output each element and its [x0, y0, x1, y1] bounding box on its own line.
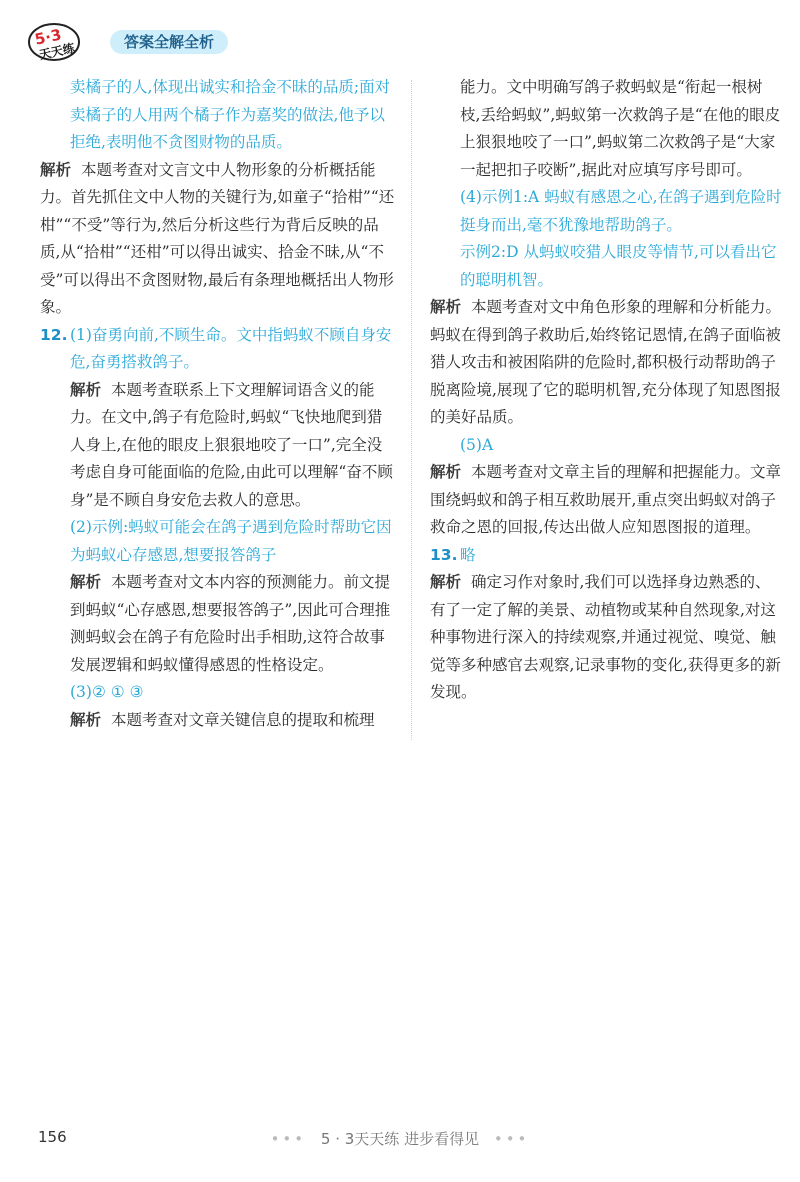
analysis-13: [430, 569, 782, 707]
analysis-label: 解析: [430, 573, 462, 591]
svg-text:5·3: 5·3: [33, 25, 64, 49]
page-header: [28, 22, 328, 62]
analysis-label: 解析: [430, 463, 462, 481]
analysis-12-2: [40, 569, 396, 679]
answer-12-4-example-2: 示例2:D 从蚂蚁咬猎人眼皮等情节,可以看出它的聪明机智。: [460, 243, 777, 289]
answer-12-2: (2)示例:蚂蚁可能会在鸽子遇到危险时帮助它因为蚂蚁心存感恩,想要报答鸽子: [70, 518, 392, 564]
answer-11-continuation: 卖橘子的人,体现出诚实和拾金不昧的品质;面对卖橘子的人用两个橘子作为嘉奖的做法,他予以拒绝,表明他不贪图财物的品质。: [70, 78, 391, 151]
slogan-text: 5 · 3天天练 进步看得见: [320, 1130, 480, 1148]
answer-12-5: (5)A: [460, 435, 494, 454]
analysis-12-3: [40, 707, 396, 735]
footer-dots-right: •••: [493, 1130, 530, 1148]
answer-text: (1)奋勇向前,不顾生命。文中指蚂蚁不顾自身安危,奋勇搭救鸽子。: [70, 325, 392, 371]
analysis-label: 解析: [40, 160, 72, 179]
analysis-text: 确定习作对象时,我们可以选择身边熟悉的、有了一定了解的美景、动植物或某种自然现象,对这种事物进行深入的持续观察,并通过视觉、嗅觉、触觉等多种感官去观察,记录事物的变化,获得更多的新发现。: [430, 573, 781, 701]
analysis-label: 解析: [430, 298, 462, 316]
analysis-label: 解析: [70, 380, 102, 399]
svg-text:天天练: 天天练: [37, 40, 77, 62]
analysis-label: 解析: [70, 710, 102, 729]
section-title-badge: 答案全解全析: [110, 30, 228, 54]
answer-13: [430, 542, 782, 570]
footer-slogan: [0, 1128, 800, 1149]
column-divider: [411, 80, 412, 740]
question-number-12: 12.: [40, 325, 68, 344]
analysis-text: 本题考查联系上下文理解词语含义的能力。在文中,鸽子有危险时,蚂蚁“飞快地爬到猎人身上,在他的眼皮上狠狠地咬了一口”,完全没考虑自身可能面临的危险,由此可以理解“奋不顾身”是不顾自身安危去救人的意思。: [70, 380, 393, 509]
analysis-text: 本题考查对文章主旨的理解和把握能力。文章围绕蚂蚁和鸽子相互救助展开,重点突出蚂蚁对鸽子救命之恩的回报,传达出做人应知恩图报的道理。: [430, 463, 782, 536]
page-number: 156: [38, 1128, 67, 1146]
answer-12-4-example-1: (4)示例1:A 蚂蚁有感恩之心,在鸽子遇到危险时挺身而出,毫不犹豫地帮助鸽子。: [460, 188, 782, 234]
answer-12-1: [40, 322, 396, 377]
analysis-12-4: [430, 294, 782, 432]
left-column: [40, 74, 396, 734]
analysis-12-5: [430, 459, 782, 542]
question-number-13: 13.: [430, 545, 458, 564]
analysis-12-3-continuation: 能力。文中明确写鸽子救蚂蚁是“衔起一根树枝,丢给蚂蚁”,蚂蚁第一次救鸽子是“在他的眼皮上狠狠地咬了一口”,蚂蚁第二次救鸽子是“大家一起把扣子咬断”,据此对应填写序号即可。: [460, 78, 781, 179]
answer-text: 略: [460, 545, 476, 564]
footer-dots-left: •••: [270, 1130, 307, 1148]
analysis-label: 解析: [70, 573, 102, 591]
analysis-11: [40, 157, 396, 322]
analysis-text: 本题考查对文本内容的预测能力。前文提到蚂蚁“心存感恩,想要报答鸽子”,因此可合理推测蚂蚁会在鸽子有危险时出手相助,这符合故事发展逻辑和蚂蚁懂得感恩的性格设定。: [70, 573, 391, 674]
analysis-text: 本题考查对文中角色形象的理解和分析能力。蚂蚁在得到鸽子救助后,始终铭记恩情,在鸽子面临被猎人攻击和被困陷阱的危险时,都积极行动帮助鸽子脱离险境,展现了它的聪明机智,充分体现了知恩图报的美好品质。: [430, 298, 782, 426]
analysis-text: 本题考查对文言文中人物形象的分析概括能力。首先抓住文中人物的关键行为,如童子“拾柑”“还柑”“不受”等行为,然后分析这些行为背后反映的品质,从“拾柑”“还柑”可以得出诚实、拾金不昧,从“不受”可以得出不贪图财物,最后有条理地概括出人物形象。: [40, 160, 395, 316]
analysis-text: 本题考查对文章关键信息的提取和梳理: [111, 710, 375, 729]
brand-logo: [28, 22, 80, 62]
answer-12-3: (3)② ① ③: [70, 683, 144, 701]
analysis-12-1: [40, 377, 396, 515]
right-column: [430, 74, 782, 707]
